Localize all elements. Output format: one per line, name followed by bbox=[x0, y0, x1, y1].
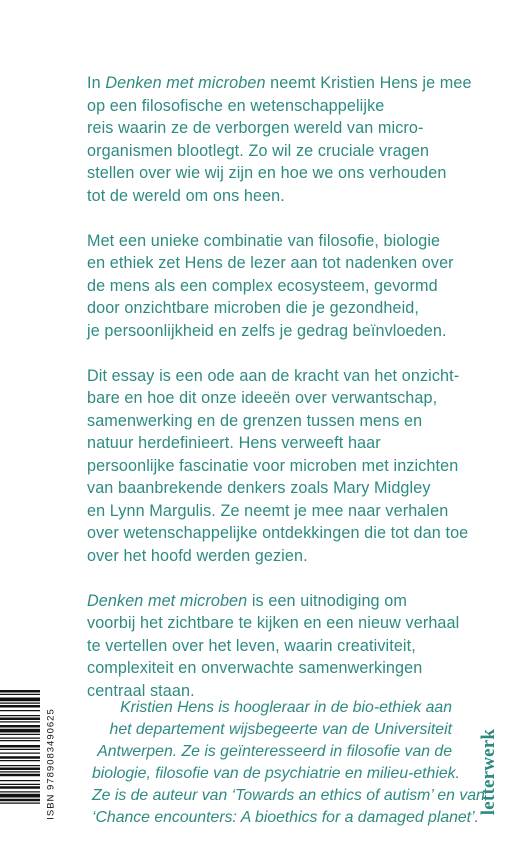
barcode-bar bbox=[0, 703, 40, 704]
barcode-bar bbox=[0, 756, 40, 759]
publisher-logo: letterwerk bbox=[478, 728, 499, 816]
barcode-bar bbox=[0, 784, 40, 785]
barcode-bar bbox=[0, 690, 40, 693]
bio-line: biologie, filosofie van de psychiatrie en milieu-ethiek. bbox=[92, 765, 460, 782]
blurb-line: centraal staan. bbox=[87, 681, 195, 700]
blurb-line: Met een unieke combinatie van filosofie, biologie bbox=[87, 231, 441, 250]
blurb-line: en Lynn Margulis. Ze neemt je mee naar verhalen bbox=[87, 501, 449, 520]
bio-line: Antwerpen. Ze is geïnteresseerd in filosofie van de bbox=[97, 743, 452, 760]
bio-line: Kristien Hens is hoogleraar in de bio-ethiek aan bbox=[120, 699, 452, 716]
blurb-paragraph-1 bbox=[87, 72, 487, 207]
barcode-bar bbox=[0, 803, 40, 804]
blurb-line: reis waarin ze de verborgen wereld van micro- bbox=[87, 119, 424, 137]
book-title-italic: Denken met microben bbox=[87, 591, 248, 610]
barcode-bar bbox=[0, 765, 40, 766]
barcode-bar bbox=[0, 705, 40, 708]
blurb-line: natuur herdefinieert. Hens verweeft haar bbox=[87, 434, 381, 452]
blurb-paragraph-3 bbox=[87, 365, 487, 568]
text-run: In bbox=[87, 74, 106, 92]
barcode-bar bbox=[0, 780, 40, 781]
blurb-line bbox=[87, 590, 487, 613]
barcode-bar bbox=[0, 740, 40, 741]
barcode-bar bbox=[0, 694, 40, 695]
barcode-bar bbox=[0, 725, 40, 728]
barcode-bar bbox=[0, 745, 40, 748]
blurb-line: persoonlijke fascinatie voor microben met inzichten bbox=[87, 456, 459, 475]
barcode-bar bbox=[0, 738, 40, 739]
isbn-number: ISBN 9789083490625 bbox=[45, 708, 57, 820]
barcode-bar bbox=[0, 715, 40, 716]
barcode-bar bbox=[0, 791, 40, 792]
barcode-bar bbox=[0, 760, 40, 761]
text-run: is een uitnodiging om bbox=[247, 591, 407, 610]
bio-line: het departement wijsbegeerte van de Universiteit bbox=[109, 721, 452, 738]
barcode-bar bbox=[0, 718, 40, 721]
book-title-italic: Denken met microben bbox=[105, 74, 266, 92]
barcode-bar bbox=[0, 786, 40, 789]
blurb-line: van baanbrekende denkers zoals Mary Midgley bbox=[87, 479, 431, 497]
blurb-line: op een filosofische en wetenschappelijke bbox=[87, 96, 385, 115]
blurb-line: door onzichtbare microben die je gezondheid, bbox=[87, 299, 419, 317]
barcode-bar bbox=[0, 729, 40, 733]
blurb-line: de mens als een complex ecosysteem, gevormd bbox=[87, 276, 438, 295]
blurb-line: je persoonlijkheid en zelfs je gedrag beïnvloeden. bbox=[87, 321, 447, 340]
barcode-bar bbox=[0, 768, 40, 771]
barcode-bar bbox=[0, 799, 40, 802]
barcode-bar bbox=[0, 721, 40, 722]
blurb-line: voorbij het zichtbare te kijken en een nieuw verhaal bbox=[87, 614, 460, 632]
blurb-line: bare en hoe dit onze ideeën over verwantschap, bbox=[87, 389, 438, 407]
barcode-bar bbox=[0, 774, 40, 777]
blurb-line: tot de wereld om ons heen. bbox=[87, 186, 285, 205]
barcode-bar bbox=[0, 794, 40, 798]
text-run: neemt Kristien Hens je mee bbox=[265, 74, 472, 92]
barcode-bar bbox=[0, 771, 40, 772]
blurb-line: over wetenschappelijke ontdekkingen die tot dan toe bbox=[87, 524, 469, 542]
isbn-barcode bbox=[0, 690, 40, 838]
blurb-line: en ethiek zet Hens de lezer aan tot nadenken over bbox=[87, 254, 454, 272]
barcode-bar bbox=[0, 753, 40, 754]
blurb-line: over het hoofd werden gezien. bbox=[87, 546, 308, 565]
blurb-line: organismen blootlegt. Zo wil ze cruciale vragen bbox=[87, 141, 430, 160]
barcode-bar bbox=[0, 734, 40, 735]
blurb-text bbox=[87, 72, 487, 725]
blurb-line bbox=[87, 72, 487, 95]
blurb-line: Dit essay is een ode aan de kracht van het onzicht- bbox=[87, 366, 460, 385]
author-bio bbox=[92, 697, 485, 829]
blurb-line: te vertellen over het leven, waarin creativiteit, bbox=[87, 636, 416, 655]
bio-line: ‘Chance encounters: A bioethics for a damaged planet’. bbox=[92, 809, 479, 826]
blurb-line: samenwerking en de grenzen tussen mens en bbox=[87, 411, 423, 430]
blurb-paragraph-4 bbox=[87, 590, 487, 703]
barcode-bar bbox=[0, 710, 40, 711]
blurb-line: stellen over wie wij zijn en hoe we ons verhouden bbox=[87, 164, 447, 182]
barcode-bar bbox=[0, 749, 40, 750]
blurb-paragraph-2 bbox=[87, 230, 487, 343]
blurb-line: complexiteit en onverwachte samenwerkingen bbox=[87, 659, 423, 677]
barcode-block bbox=[0, 690, 60, 838]
barcode-bar bbox=[0, 698, 40, 702]
bio-line: Ze is de auteur van ‘Towards an ethics of autism’ en van bbox=[92, 787, 485, 804]
